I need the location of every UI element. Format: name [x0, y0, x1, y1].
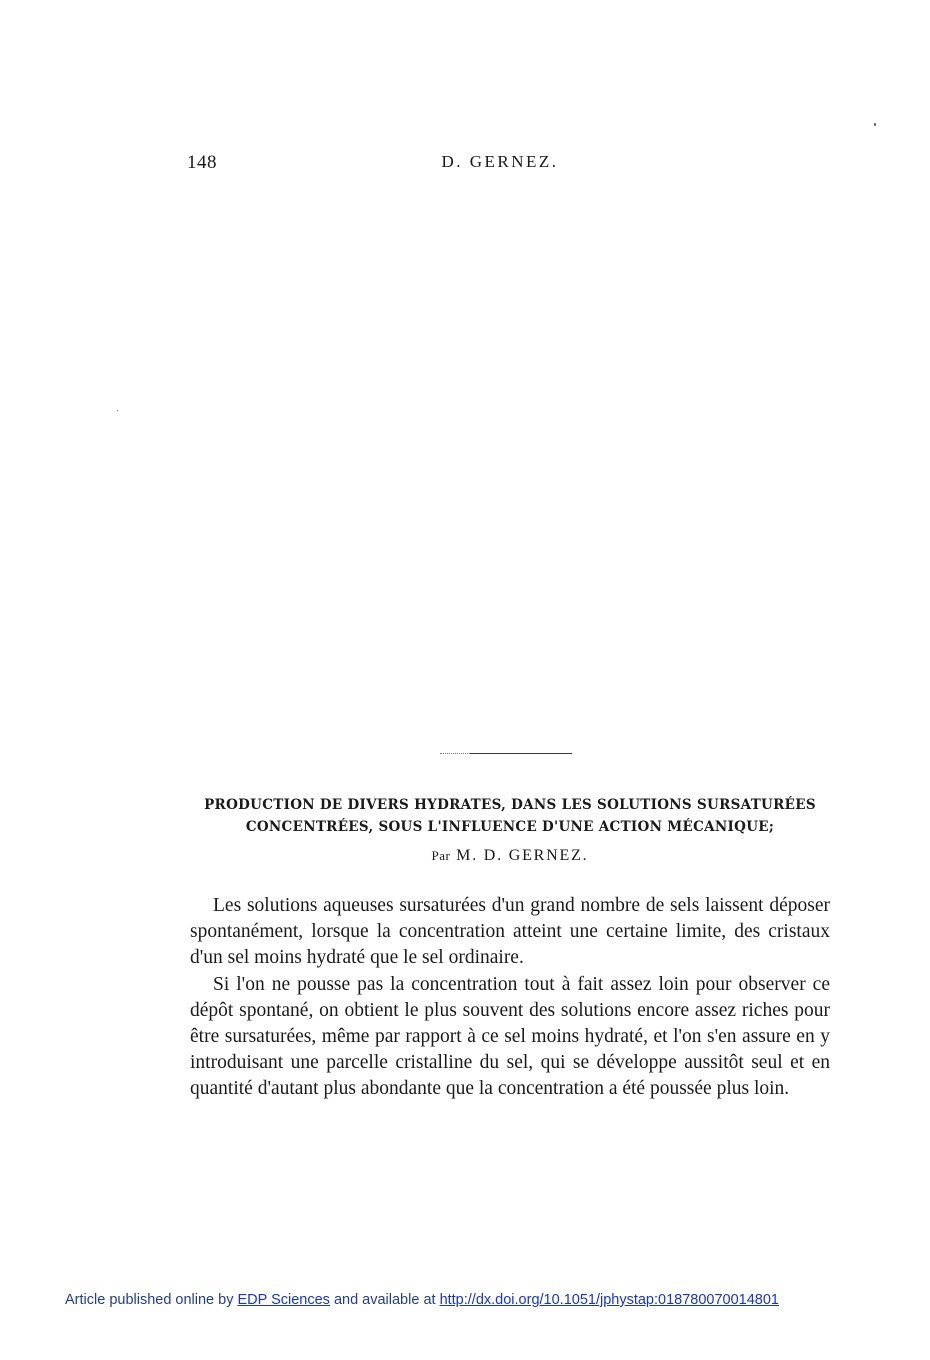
doi-link[interactable]: http://dx.doi.org/10.1051/jphystap:018780070014801	[439, 1292, 779, 1308]
article-body	[190, 893, 830, 1103]
publisher-link[interactable]: EDP Sciences	[237, 1292, 330, 1308]
scan-speck	[874, 123, 876, 126]
byline-author: M. D. GERNEZ.	[456, 847, 589, 864]
section-separator	[440, 753, 572, 754]
paragraph: Si l'on ne pousse pas la concentration tout à fait assez loin pour observer ce dépôt spontané, on obtient le plus souvent des solutions encore assez riches pour être sursaturées, même par rapport à ce sel moins hydraté, et l'on s'en assure en y introduisant une parcelle cristalline du sel, qui se développe aussitôt seul et en quantité d'autant plus abondante que la concentration a été poussée plus loin.	[190, 973, 830, 1100]
paragraph: Les solutions aqueuses sursaturées d'un grand nombre de sels laissent déposer spontanément, lorsque la concentration atteint une certaine limite, des cristaux d'un sel moins hydraté que le sel ordinaire.	[190, 895, 830, 969]
footer-prefix: Article published online by	[65, 1292, 234, 1308]
article-title	[180, 794, 840, 838]
byline	[300, 847, 720, 865]
footer-middle: and available at	[333, 1292, 436, 1308]
article-title-line-1: PRODUCTION DE DIVERS HYDRATES, DANS LES SOLUTIONS SURSATURÉES	[204, 797, 816, 813]
scan-speck	[117, 410, 118, 411]
byline-prefix: Par	[431, 848, 451, 863]
article-title-line-2: CONCENTRÉES, SOUS L'INFLUENCE D'UNE ACTION MÉCANIQUE;	[245, 819, 775, 835]
running-head: D. GERNEZ.	[441, 152, 559, 171]
page-number: 148	[187, 152, 217, 173]
publication-footer	[65, 1292, 905, 1308]
